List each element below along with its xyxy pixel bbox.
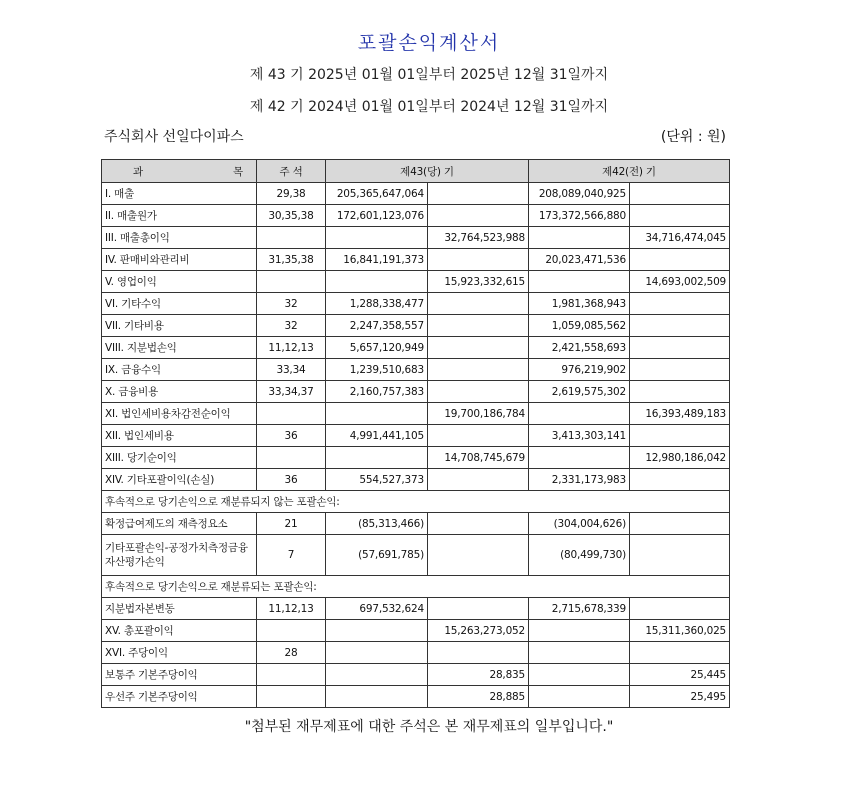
table-row: [102, 535, 730, 576]
section-row: [102, 491, 730, 513]
note-cell: [257, 403, 326, 425]
row-label: V. 영업이익: [102, 271, 257, 293]
row-label: 보통주 기본주당이익: [102, 664, 257, 686]
table-row: [102, 620, 730, 642]
prior-amount-b: [630, 381, 730, 403]
prior-amount-b: [630, 183, 730, 205]
current-amount-a: (57,691,785): [326, 535, 428, 576]
current-amount-a: [326, 664, 428, 686]
note-cell: 30,35,38: [257, 205, 326, 227]
prior-amount-b: 25,495: [630, 686, 730, 708]
current-amount-a: 4,991,441,105: [326, 425, 428, 447]
header-item-b: 목: [233, 165, 243, 178]
prior-amount-b: 25,445: [630, 664, 730, 686]
current-amount-a: 5,657,120,949: [326, 337, 428, 359]
note-cell: [257, 664, 326, 686]
note-cell: 29,38: [257, 183, 326, 205]
prior-amount-b: [630, 205, 730, 227]
row-label: X. 금융비용: [102, 381, 257, 403]
row-label: 확정급여제도의 재측정요소: [102, 513, 257, 535]
note-cell: 36: [257, 425, 326, 447]
table-row: [102, 381, 730, 403]
current-amount-b: [428, 249, 529, 271]
current-amount-a: 205,365,647,064: [326, 183, 428, 205]
prior-amount-b: 14,693,002,509: [630, 271, 730, 293]
current-amount-b: [428, 315, 529, 337]
current-amount-b: 19,700,186,784: [428, 403, 529, 425]
prior-amount-b: [630, 425, 730, 447]
row-label: XI. 법인세비용차감전순이익: [102, 403, 257, 425]
prior-amount-b: 15,311,360,025: [630, 620, 730, 642]
current-amount-b: [428, 205, 529, 227]
prior-amount-b: [630, 249, 730, 271]
current-amount-a: [326, 271, 428, 293]
row-label: I. 매출: [102, 183, 257, 205]
prior-amount-a: [529, 664, 630, 686]
current-amount-a: [326, 403, 428, 425]
prior-amount-a: 2,619,575,302: [529, 381, 630, 403]
note-cell: 32: [257, 315, 326, 337]
prior-amount-a: [529, 271, 630, 293]
prior-amount-a: 2,331,173,983: [529, 469, 630, 491]
header-note: 주 석: [257, 160, 326, 183]
table-row: [102, 447, 730, 469]
note-cell: 36: [257, 469, 326, 491]
current-amount-b: [428, 359, 529, 381]
income-statement-table: [101, 159, 730, 708]
current-amount-a: [326, 227, 428, 249]
row-label: IV. 판매비와관리비: [102, 249, 257, 271]
current-amount-b: [428, 337, 529, 359]
row-label: VIII. 지분법손익: [102, 337, 257, 359]
prior-amount-b: [630, 535, 730, 576]
header-current: 제43(당) 기: [326, 160, 529, 183]
prior-amount-b: 12,980,186,042: [630, 447, 730, 469]
table-row: [102, 469, 730, 491]
note-cell: 21: [257, 513, 326, 535]
row-label: XIII. 당기순이익: [102, 447, 257, 469]
prior-amount-a: 3,413,303,141: [529, 425, 630, 447]
note-cell: 33,34: [257, 359, 326, 381]
prior-amount-b: [630, 337, 730, 359]
row-label: 우선주 기본주당이익: [102, 686, 257, 708]
table-row: [102, 642, 730, 664]
row-label: VI. 기타수익: [102, 293, 257, 315]
current-amount-b: [428, 642, 529, 664]
prior-amount-a: 976,219,902: [529, 359, 630, 381]
prior-amount-a: 20,023,471,536: [529, 249, 630, 271]
note-cell: [257, 620, 326, 642]
company-name: 주식회사 선일다이파스: [104, 129, 244, 145]
current-amount-b: [428, 535, 529, 576]
prior-amount-a: (80,499,730): [529, 535, 630, 576]
current-amount-a: 697,532,624: [326, 598, 428, 620]
note-cell: [257, 271, 326, 293]
current-amount-a: [326, 686, 428, 708]
table-row: [102, 664, 730, 686]
note-cell: 11,12,13: [257, 337, 326, 359]
note-cell: [257, 447, 326, 469]
row-label: 기타포괄손익-공정가치측정금융자산평가손익: [102, 535, 257, 576]
header-item-a: 과: [133, 165, 143, 178]
current-amount-a: 1,288,338,477: [326, 293, 428, 315]
prior-amount-b: [630, 598, 730, 620]
row-label: VII. 기타비용: [102, 315, 257, 337]
period-prior: 제 42 기 2024년 01월 01일부터 2024년 12월 31일까지: [249, 99, 609, 115]
current-amount-a: 554,527,373: [326, 469, 428, 491]
note-cell: 31,35,38: [257, 249, 326, 271]
current-amount-b: 28,885: [428, 686, 529, 708]
table-row: [102, 359, 730, 381]
current-amount-a: 172,601,123,076: [326, 205, 428, 227]
header-item: [102, 160, 257, 183]
current-amount-b: 32,764,523,988: [428, 227, 529, 249]
current-amount-a: 2,247,358,557: [326, 315, 428, 337]
table-row: [102, 183, 730, 205]
unit-label: (단위 : 원): [660, 129, 726, 145]
prior-amount-b: 34,716,474,045: [630, 227, 730, 249]
current-amount-b: 28,835: [428, 664, 529, 686]
current-amount-b: [428, 183, 529, 205]
row-label: XIV. 기타포괄이익(손실): [102, 469, 257, 491]
current-amount-b: 14,708,745,679: [428, 447, 529, 469]
table-row: [102, 686, 730, 708]
section-label: 후속적으로 당기손익으로 재분류되는 포괄손익:: [102, 576, 730, 598]
table-row: [102, 598, 730, 620]
row-label: III. 매출총이익: [102, 227, 257, 249]
prior-amount-b: [630, 293, 730, 315]
note-cell: 28: [257, 642, 326, 664]
row-label: XVI. 주당이익: [102, 642, 257, 664]
prior-amount-b: [630, 469, 730, 491]
current-amount-a: [326, 447, 428, 469]
prior-amount-a: [529, 620, 630, 642]
current-amount-b: [428, 469, 529, 491]
table-row: [102, 205, 730, 227]
header-prior: 제42(전) 기: [529, 160, 730, 183]
table-row: [102, 293, 730, 315]
table-row: [102, 315, 730, 337]
table-row: [102, 271, 730, 293]
row-label: IX. 금융수익: [102, 359, 257, 381]
prior-amount-a: [529, 686, 630, 708]
current-amount-b: [428, 598, 529, 620]
row-label: II. 매출원가: [102, 205, 257, 227]
current-amount-b: [428, 293, 529, 315]
row-label: XV. 총포괄이익: [102, 620, 257, 642]
prior-amount-b: [630, 642, 730, 664]
row-label: 지분법자본변동: [102, 598, 257, 620]
note-cell: 33,34,37: [257, 381, 326, 403]
note-cell: 7: [257, 535, 326, 576]
prior-amount-a: 1,981,368,943: [529, 293, 630, 315]
note-cell: 32: [257, 293, 326, 315]
prior-amount-a: [529, 227, 630, 249]
prior-amount-a: 2,715,678,339: [529, 598, 630, 620]
note-cell: [257, 686, 326, 708]
footer-note: "첨부된 재무제표에 대한 주석은 본 재무제표의 일부입니다.": [244, 719, 614, 735]
prior-amount-a: [529, 447, 630, 469]
prior-amount-a: [529, 403, 630, 425]
prior-amount-b: [630, 315, 730, 337]
row-label: XII. 법인세비용: [102, 425, 257, 447]
prior-amount-b: [630, 513, 730, 535]
table-row: [102, 249, 730, 271]
table-header-row: [102, 160, 730, 183]
current-amount-b: [428, 425, 529, 447]
section-label: 후속적으로 당기손익으로 재분류되지 않는 포괄손익:: [102, 491, 730, 513]
table-body: [102, 183, 730, 708]
current-amount-a: (85,313,466): [326, 513, 428, 535]
prior-amount-b: 16,393,489,183: [630, 403, 730, 425]
table-row: [102, 403, 730, 425]
note-cell: [257, 227, 326, 249]
prior-amount-a: (304,004,626): [529, 513, 630, 535]
table-row: [102, 337, 730, 359]
section-row: [102, 576, 730, 598]
current-amount-a: 2,160,757,383: [326, 381, 428, 403]
note-cell: 11,12,13: [257, 598, 326, 620]
current-amount-a: [326, 642, 428, 664]
table-row: [102, 513, 730, 535]
prior-amount-a: 173,372,566,880: [529, 205, 630, 227]
prior-amount-a: 1,059,085,562: [529, 315, 630, 337]
prior-amount-b: [630, 359, 730, 381]
current-amount-a: 1,239,510,683: [326, 359, 428, 381]
current-amount-b: [428, 513, 529, 535]
prior-amount-a: 208,089,040,925: [529, 183, 630, 205]
current-amount-b: 15,263,273,052: [428, 620, 529, 642]
period-current: 제 43 기 2025년 01월 01일부터 2025년 12월 31일까지: [249, 67, 609, 83]
prior-amount-a: 2,421,558,693: [529, 337, 630, 359]
current-amount-a: 16,841,191,373: [326, 249, 428, 271]
current-amount-b: [428, 381, 529, 403]
current-amount-a: [326, 620, 428, 642]
table-row: [102, 227, 730, 249]
table-row: [102, 425, 730, 447]
current-amount-b: 15,923,332,615: [428, 271, 529, 293]
prior-amount-a: [529, 642, 630, 664]
page-title: 포괄손익계산서: [357, 32, 501, 54]
